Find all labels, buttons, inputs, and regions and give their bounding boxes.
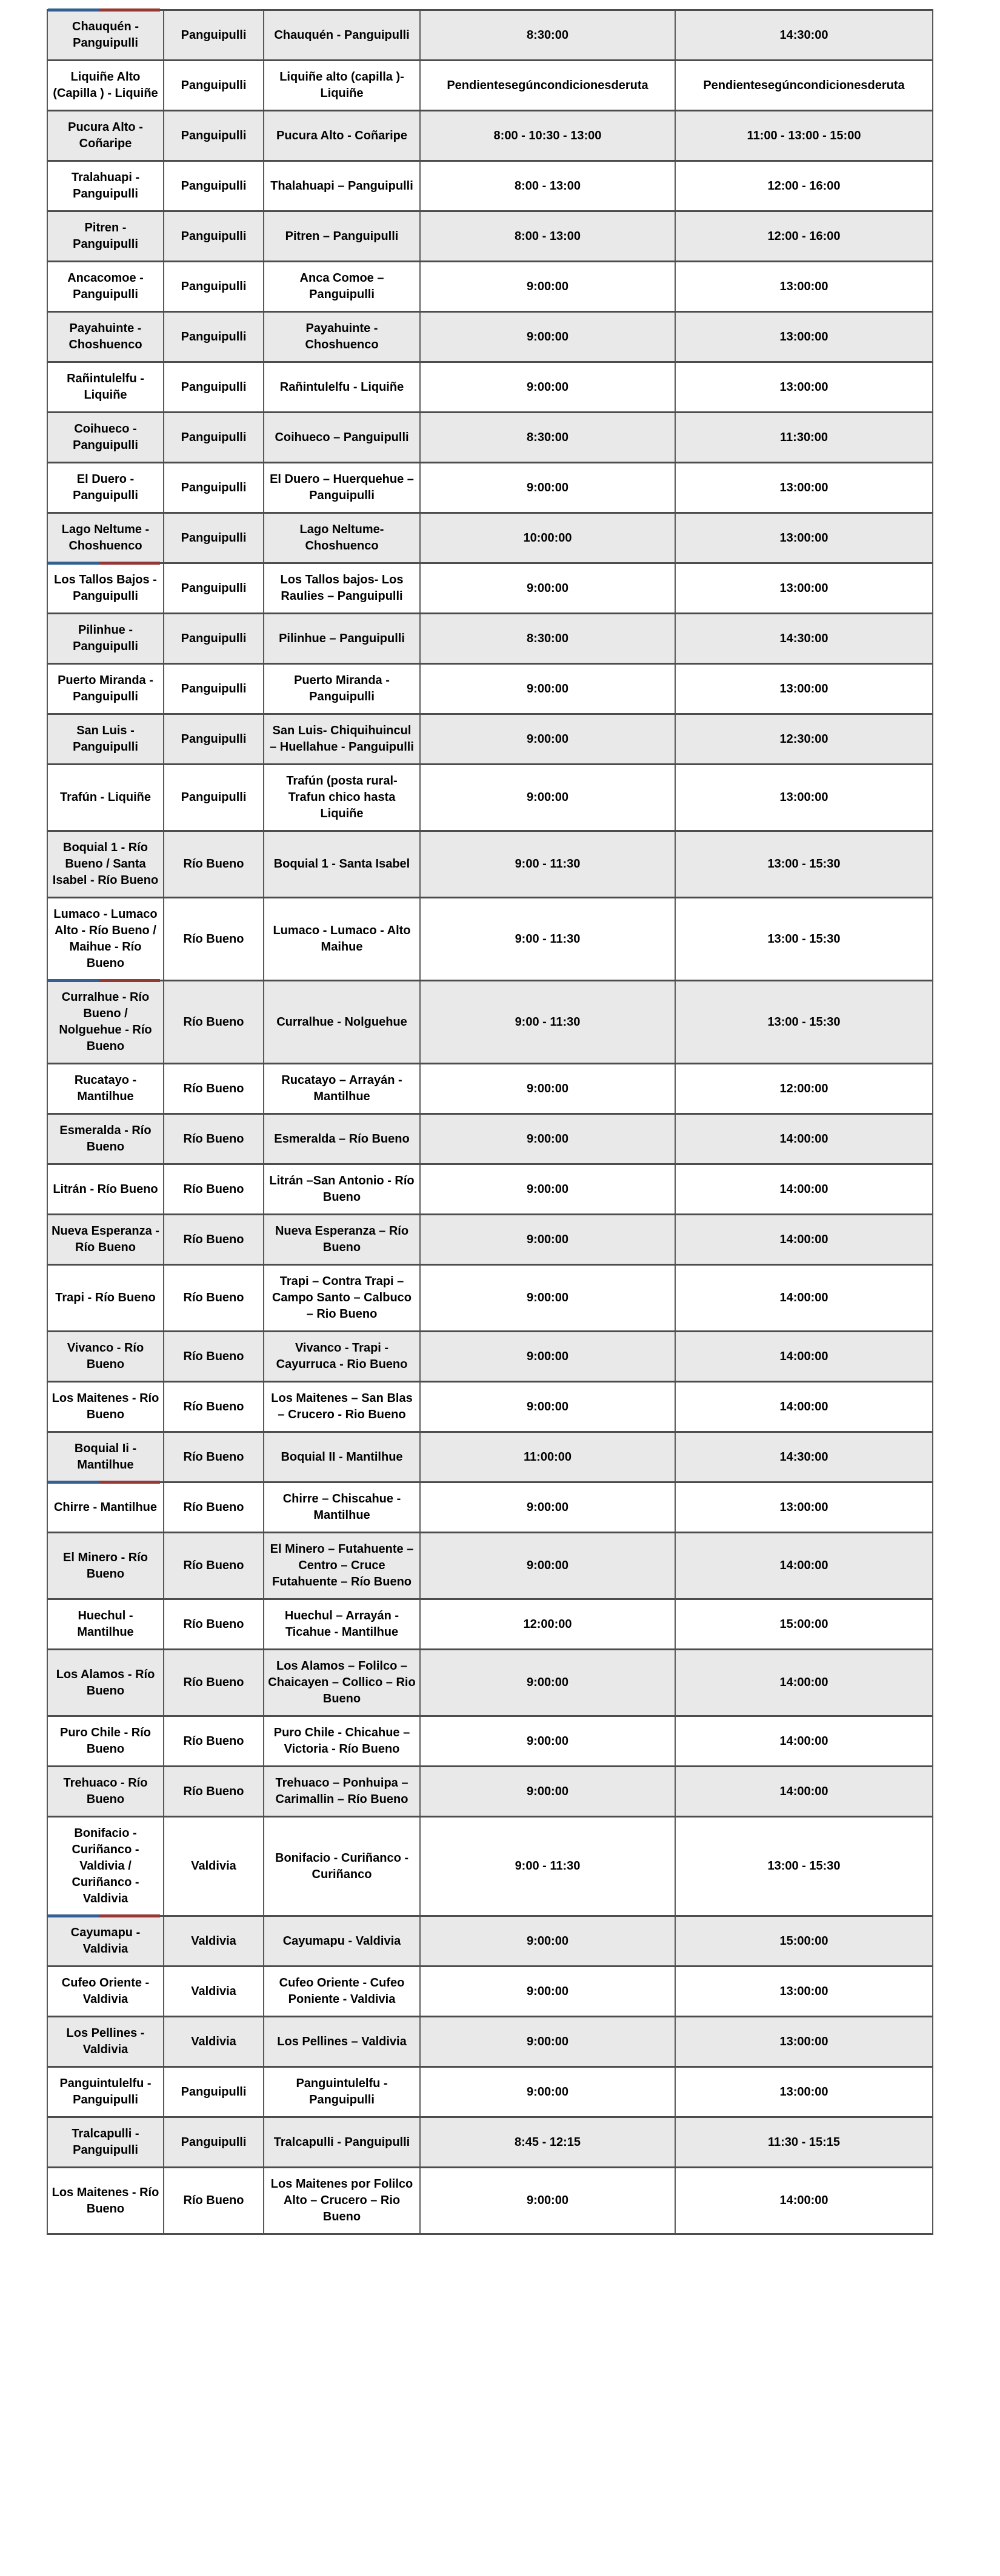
- afternoon-time-cell: 13:00:00: [675, 262, 933, 312]
- commune-cell: Río Bueno: [164, 1265, 264, 1332]
- description-cell: Nueva Esperanza – Río Bueno: [264, 1215, 420, 1265]
- afternoon-time-cell: 14:00:00: [675, 1716, 933, 1767]
- commune-cell: Panguipulli: [164, 211, 264, 262]
- page-break-mark-blue-segment: [48, 8, 99, 12]
- route-cell: Tralcapulli - Panguipulli: [47, 2117, 164, 2168]
- afternoon-time-cell: 14:00:00: [675, 1215, 933, 1265]
- table-row: [47, 1265, 933, 1332]
- table-row: [47, 2067, 933, 2117]
- morning-time-cell: 9:00:00: [420, 262, 675, 312]
- morning-time-cell: 9:00:00: [420, 2067, 675, 2117]
- morning-time-cell: 9:00 - 11:30: [420, 831, 675, 898]
- afternoon-time-cell: 13:00:00: [675, 563, 933, 614]
- route-cell: Cayumapu - Valdivia: [47, 1916, 164, 1967]
- afternoon-time-cell: 13:00:00: [675, 1482, 933, 1533]
- morning-time-cell: 9:00:00: [420, 563, 675, 614]
- page-break-mark: [48, 8, 160, 12]
- route-cell: Huechul - Mantilhue: [47, 1599, 164, 1650]
- afternoon-time-cell: 14:00:00: [675, 1332, 933, 1382]
- description-cell: Trehuaco – Ponhuipa – Carimallin – Río Bueno: [264, 1767, 420, 1817]
- description-cell: Litrán –San Antonio - Río Bueno: [264, 1164, 420, 1215]
- description-cell: Pitren – Panguipulli: [264, 211, 420, 262]
- table-row: [47, 2017, 933, 2067]
- table-row: [47, 563, 933, 614]
- commune-cell: Panguipulli: [164, 513, 264, 563]
- description-cell: Los Tallos bajos- Los Raulies – Panguipulli: [264, 563, 420, 614]
- morning-time-cell: 9:00:00: [420, 1164, 675, 1215]
- route-cell: Boquial Ii - Mantilhue: [47, 1432, 164, 1482]
- morning-time-cell: 10:00:00: [420, 513, 675, 563]
- morning-time-cell: 9:00 - 11:30: [420, 981, 675, 1064]
- afternoon-time-cell: Pendientesegúncondicionesderuta: [675, 61, 933, 111]
- description-cell: Payahuinte - Choshuenco: [264, 312, 420, 362]
- commune-cell: Panguipulli: [164, 10, 264, 61]
- table-row: [47, 831, 933, 898]
- morning-time-cell: 9:00:00: [420, 1265, 675, 1332]
- commune-cell: Río Bueno: [164, 2168, 264, 2234]
- afternoon-time-cell: 14:00:00: [675, 1114, 933, 1164]
- description-cell: Esmeralda – Río Bueno: [264, 1114, 420, 1164]
- morning-time-cell: 9:00:00: [420, 714, 675, 765]
- table-row: [47, 1332, 933, 1382]
- afternoon-time-cell: 14:30:00: [675, 1432, 933, 1482]
- commune-cell: Panguipulli: [164, 312, 264, 362]
- route-cell: Nueva Esperanza - Río Bueno: [47, 1215, 164, 1265]
- table-row: [47, 513, 933, 563]
- description-cell: Liquiñe alto (capilla )-Liquiñe: [264, 61, 420, 111]
- table-row: [47, 981, 933, 1064]
- commune-cell: Panguipulli: [164, 664, 264, 714]
- commune-cell: Río Bueno: [164, 981, 264, 1064]
- route-cell: Los Maitenes - Río Bueno: [47, 1382, 164, 1432]
- commune-cell: Río Bueno: [164, 1064, 264, 1114]
- description-cell: Los Maitenes – San Blas – Crucero - Rio Bueno: [264, 1382, 420, 1432]
- afternoon-time-cell: 13:00:00: [675, 2067, 933, 2117]
- route-cell: Los Pellines - Valdivia: [47, 2017, 164, 2067]
- description-cell: Anca Comoe – Panguipulli: [264, 262, 420, 312]
- morning-time-cell: 9:00:00: [420, 1215, 675, 1265]
- table-row: [47, 161, 933, 211]
- route-cell: Bonifacio - Curiñanco - Valdivia / Curiñanco - Valdivia: [47, 1817, 164, 1916]
- morning-time-cell: 11:00:00: [420, 1432, 675, 1482]
- table-row: [47, 1650, 933, 1716]
- route-cell: Litrán - Río Bueno: [47, 1164, 164, 1215]
- description-cell: Los Pellines – Valdivia: [264, 2017, 420, 2067]
- description-cell: Chauquén - Panguipulli: [264, 10, 420, 61]
- table-row: [47, 1533, 933, 1599]
- afternoon-time-cell: 14:00:00: [675, 1650, 933, 1716]
- table-row: [47, 61, 933, 111]
- afternoon-time-cell: 12:00 - 16:00: [675, 211, 933, 262]
- table-row: [47, 1215, 933, 1265]
- description-cell: Lago Neltume- Choshuenco: [264, 513, 420, 563]
- morning-time-cell: 9:00 - 11:30: [420, 898, 675, 981]
- morning-time-cell: 8:30:00: [420, 614, 675, 664]
- table-row: [47, 1767, 933, 1817]
- afternoon-time-cell: 13:00:00: [675, 312, 933, 362]
- route-cell: Payahuinte - Choshuenco: [47, 312, 164, 362]
- commune-cell: Panguipulli: [164, 413, 264, 463]
- morning-time-cell: 9:00:00: [420, 664, 675, 714]
- commune-cell: Valdivia: [164, 1817, 264, 1916]
- afternoon-time-cell: 13:00 - 15:30: [675, 898, 933, 981]
- commune-cell: Panguipulli: [164, 563, 264, 614]
- commune-cell: Panguipulli: [164, 2067, 264, 2117]
- morning-time-cell: 9:00:00: [420, 1382, 675, 1432]
- route-cell: Trafún - Liquiñe: [47, 765, 164, 831]
- afternoon-time-cell: 14:00:00: [675, 1382, 933, 1432]
- table-row: [47, 614, 933, 664]
- table-row: [47, 664, 933, 714]
- commune-cell: Río Bueno: [164, 831, 264, 898]
- table-row: [47, 413, 933, 463]
- afternoon-time-cell: 12:00 - 16:00: [675, 161, 933, 211]
- commune-cell: Panguipulli: [164, 262, 264, 312]
- afternoon-time-cell: 13:00:00: [675, 664, 933, 714]
- table-row: [47, 262, 933, 312]
- table-row: [47, 362, 933, 413]
- table-row: [47, 463, 933, 513]
- commune-cell: Panguipulli: [164, 362, 264, 413]
- commune-cell: Río Bueno: [164, 1767, 264, 1817]
- table-row: [47, 111, 933, 161]
- commune-cell: Panguipulli: [164, 765, 264, 831]
- description-cell: Trapi – Contra Trapi – Campo Santo – Calbuco – Rio Bueno: [264, 1265, 420, 1332]
- route-cell: Lago Neltume - Choshuenco: [47, 513, 164, 563]
- commune-cell: Valdivia: [164, 1916, 264, 1967]
- description-cell: Cayumapu - Valdivia: [264, 1916, 420, 1967]
- description-cell: Pucura Alto - Coñaripe: [264, 111, 420, 161]
- morning-time-cell: 8:00 - 13:00: [420, 211, 675, 262]
- description-cell: Tralcapulli - Panguipulli: [264, 2117, 420, 2168]
- afternoon-time-cell: 15:00:00: [675, 1916, 933, 1967]
- description-cell: Rañintulelfu - Liquiñe: [264, 362, 420, 413]
- morning-time-cell: 12:00:00: [420, 1599, 675, 1650]
- afternoon-time-cell: 13:00:00: [675, 1967, 933, 2017]
- route-cell: Pitren - Panguipulli: [47, 211, 164, 262]
- afternoon-time-cell: 14:30:00: [675, 614, 933, 664]
- description-cell: Vivanco - Trapi - Cayurruca - Rio Bueno: [264, 1332, 420, 1382]
- description-cell: Huechul – Arrayán - Ticahue - Mantilhue: [264, 1599, 420, 1650]
- morning-time-cell: 8:00 - 13:00: [420, 161, 675, 211]
- route-cell: Panguintulelfu - Panguipulli: [47, 2067, 164, 2117]
- route-cell: Chirre - Mantilhue: [47, 1482, 164, 1533]
- route-cell: Vivanco - Río Bueno: [47, 1332, 164, 1382]
- afternoon-time-cell: 14:00:00: [675, 1767, 933, 1817]
- description-cell: Cufeo Oriente - Cufeo Poniente - Valdivia: [264, 1967, 420, 2017]
- schedule-table-body: [47, 10, 933, 2234]
- route-cell: Rañintulelfu - Liquiñe: [47, 362, 164, 413]
- commune-cell: Río Bueno: [164, 1716, 264, 1767]
- morning-time-cell: 9:00:00: [420, 2168, 675, 2234]
- route-cell: San Luis - Panguipulli: [47, 714, 164, 765]
- commune-cell: Río Bueno: [164, 1432, 264, 1482]
- description-cell: El Duero – Huerquehue – Panguipulli: [264, 463, 420, 513]
- route-cell: Tralahuapi - Panguipulli: [47, 161, 164, 211]
- commune-cell: Valdivia: [164, 1967, 264, 2017]
- morning-time-cell: 9:00:00: [420, 1767, 675, 1817]
- table-row: [47, 2168, 933, 2234]
- commune-cell: Río Bueno: [164, 1114, 264, 1164]
- afternoon-time-cell: 12:00:00: [675, 1064, 933, 1114]
- morning-time-cell: 8:30:00: [420, 10, 675, 61]
- route-cell: Trapi - Río Bueno: [47, 1265, 164, 1332]
- description-cell: Bonifacio - Curiñanco - Curiñanco: [264, 1817, 420, 1916]
- page-break-mark-red-segment: [99, 8, 160, 12]
- table-row: [47, 765, 933, 831]
- morning-time-cell: 9:00:00: [420, 1482, 675, 1533]
- afternoon-time-cell: 13:00:00: [675, 362, 933, 413]
- table-row: [47, 1064, 933, 1114]
- afternoon-time-cell: 13:00 - 15:30: [675, 831, 933, 898]
- morning-time-cell: 9:00:00: [420, 1650, 675, 1716]
- route-cell: El Minero - Río Bueno: [47, 1533, 164, 1599]
- description-cell: Boquial 1 - Santa Isabel: [264, 831, 420, 898]
- afternoon-time-cell: 14:30:00: [675, 10, 933, 61]
- morning-time-cell: 9:00:00: [420, 362, 675, 413]
- afternoon-time-cell: 13:00:00: [675, 463, 933, 513]
- commune-cell: Río Bueno: [164, 898, 264, 981]
- afternoon-time-cell: 14:00:00: [675, 1164, 933, 1215]
- morning-time-cell: 9:00 - 11:30: [420, 1817, 675, 1916]
- table-row: [47, 1817, 933, 1916]
- route-cell: Pilinhue - Panguipulli: [47, 614, 164, 664]
- table-row: [47, 1164, 933, 1215]
- morning-time-cell: 8:30:00: [420, 413, 675, 463]
- table-row: [47, 2117, 933, 2168]
- table-row: [47, 714, 933, 765]
- table-row: [47, 898, 933, 981]
- description-cell: Los Alamos – Folilco – Chaicayen – Collico – Rio Bueno: [264, 1650, 420, 1716]
- morning-time-cell: 8:45 - 12:15: [420, 2117, 675, 2168]
- table-row: [47, 1432, 933, 1482]
- description-cell: Panguintulelfu - Panguipulli: [264, 2067, 420, 2117]
- afternoon-time-cell: 11:00 - 13:00 - 15:00: [675, 111, 933, 161]
- morning-time-cell: 9:00:00: [420, 1716, 675, 1767]
- description-cell: Lumaco - Lumaco - Alto Maihue: [264, 898, 420, 981]
- commune-cell: Río Bueno: [164, 1164, 264, 1215]
- afternoon-time-cell: 15:00:00: [675, 1599, 933, 1650]
- commune-cell: Río Bueno: [164, 1215, 264, 1265]
- afternoon-time-cell: 14:00:00: [675, 1265, 933, 1332]
- morning-time-cell: Pendientesegúncondicionesderuta: [420, 61, 675, 111]
- afternoon-time-cell: 13:00 - 15:30: [675, 1817, 933, 1916]
- table-row: [47, 312, 933, 362]
- morning-time-cell: 9:00:00: [420, 1967, 675, 2017]
- route-cell: Los Maitenes - Río Bueno: [47, 2168, 164, 2234]
- schedule-table: [47, 9, 933, 2235]
- table-row: [47, 1916, 933, 1967]
- table-row: [47, 10, 933, 61]
- route-cell: Pucura Alto - Coñaripe: [47, 111, 164, 161]
- morning-time-cell: 9:00:00: [420, 1064, 675, 1114]
- commune-cell: Río Bueno: [164, 1482, 264, 1533]
- route-cell: Puro Chile - Río Bueno: [47, 1716, 164, 1767]
- commune-cell: Panguipulli: [164, 463, 264, 513]
- commune-cell: Río Bueno: [164, 1650, 264, 1716]
- description-cell: Rucatayo – Arrayán - Mantilhue: [264, 1064, 420, 1114]
- commune-cell: Río Bueno: [164, 1332, 264, 1382]
- morning-time-cell: 9:00:00: [420, 2017, 675, 2067]
- route-cell: Los Alamos - Río Bueno: [47, 1650, 164, 1716]
- description-cell: Curralhue - Nolguehue: [264, 981, 420, 1064]
- route-cell: Cufeo Oriente - Valdivia: [47, 1967, 164, 2017]
- table-row: [47, 211, 933, 262]
- afternoon-time-cell: 14:00:00: [675, 2168, 933, 2234]
- table-row: [47, 1967, 933, 2017]
- commune-cell: Río Bueno: [164, 1382, 264, 1432]
- route-cell: Lumaco - Lumaco Alto - Río Bueno / Maihue - Río Bueno: [47, 898, 164, 981]
- route-cell: Rucatayo - Mantilhue: [47, 1064, 164, 1114]
- description-cell: Thalahuapi – Panguipulli: [264, 161, 420, 211]
- description-cell: San Luis- Chiquihuincul – Huellahue - Panguipulli: [264, 714, 420, 765]
- table-row: [47, 1114, 933, 1164]
- morning-time-cell: 9:00:00: [420, 1332, 675, 1382]
- commune-cell: Panguipulli: [164, 161, 264, 211]
- table-row: [47, 1716, 933, 1767]
- description-cell: Puro Chile - Chicahue – Victoria - Río Bueno: [264, 1716, 420, 1767]
- description-cell: El Minero – Futahuente – Centro – Cruce Futahuente – Río Bueno: [264, 1533, 420, 1599]
- commune-cell: Panguipulli: [164, 614, 264, 664]
- route-cell: Liquiñe Alto (Capilla ) - Liquiñe: [47, 61, 164, 111]
- commune-cell: Río Bueno: [164, 1533, 264, 1599]
- commune-cell: Valdivia: [164, 2017, 264, 2067]
- route-cell: Boquial 1 - Río Bueno / Santa Isabel - Río Bueno: [47, 831, 164, 898]
- afternoon-time-cell: 12:30:00: [675, 714, 933, 765]
- morning-time-cell: 8:00 - 10:30 - 13:00: [420, 111, 675, 161]
- afternoon-time-cell: 14:00:00: [675, 1533, 933, 1599]
- afternoon-time-cell: 13:00:00: [675, 765, 933, 831]
- morning-time-cell: 9:00:00: [420, 1114, 675, 1164]
- route-cell: Curralhue - Río Bueno / Nolguehue - Río Bueno: [47, 981, 164, 1064]
- morning-time-cell: 9:00:00: [420, 765, 675, 831]
- commune-cell: Panguipulli: [164, 2117, 264, 2168]
- afternoon-time-cell: 11:30:00: [675, 413, 933, 463]
- table-row: [47, 1382, 933, 1432]
- table-row: [47, 1482, 933, 1533]
- description-cell: Puerto Miranda - Panguipulli: [264, 664, 420, 714]
- afternoon-time-cell: 13:00:00: [675, 2017, 933, 2067]
- description-cell: Trafún (posta rural- Trafun chico hasta Liquiñe: [264, 765, 420, 831]
- afternoon-time-cell: 13:00 - 15:30: [675, 981, 933, 1064]
- afternoon-time-cell: 13:00:00: [675, 513, 933, 563]
- morning-time-cell: 9:00:00: [420, 312, 675, 362]
- afternoon-time-cell: 11:30 - 15:15: [675, 2117, 933, 2168]
- route-cell: El Duero - Panguipulli: [47, 463, 164, 513]
- route-cell: Trehuaco - Río Bueno: [47, 1767, 164, 1817]
- commune-cell: Panguipulli: [164, 714, 264, 765]
- route-cell: Ancacomoe - Panguipulli: [47, 262, 164, 312]
- morning-time-cell: 9:00:00: [420, 1533, 675, 1599]
- description-cell: Coihueco – Panguipulli: [264, 413, 420, 463]
- route-cell: Coihueco - Panguipulli: [47, 413, 164, 463]
- description-cell: Los Maitenes por Folilco Alto – Crucero – Rio Bueno: [264, 2168, 420, 2234]
- route-cell: Chauquén - Panguipulli: [47, 10, 164, 61]
- description-cell: Pilinhue – Panguipulli: [264, 614, 420, 664]
- route-cell: Los Tallos Bajos - Panguipulli: [47, 563, 164, 614]
- commune-cell: Panguipulli: [164, 111, 264, 161]
- morning-time-cell: 9:00:00: [420, 463, 675, 513]
- commune-cell: Río Bueno: [164, 1599, 264, 1650]
- table-row: [47, 1599, 933, 1650]
- morning-time-cell: 9:00:00: [420, 1916, 675, 1967]
- route-cell: Esmeralda - Río Bueno: [47, 1114, 164, 1164]
- description-cell: Chirre – Chiscahue - Mantilhue: [264, 1482, 420, 1533]
- route-cell: Puerto Miranda - Panguipulli: [47, 664, 164, 714]
- commune-cell: Panguipulli: [164, 61, 264, 111]
- description-cell: Boquial II - Mantilhue: [264, 1432, 420, 1482]
